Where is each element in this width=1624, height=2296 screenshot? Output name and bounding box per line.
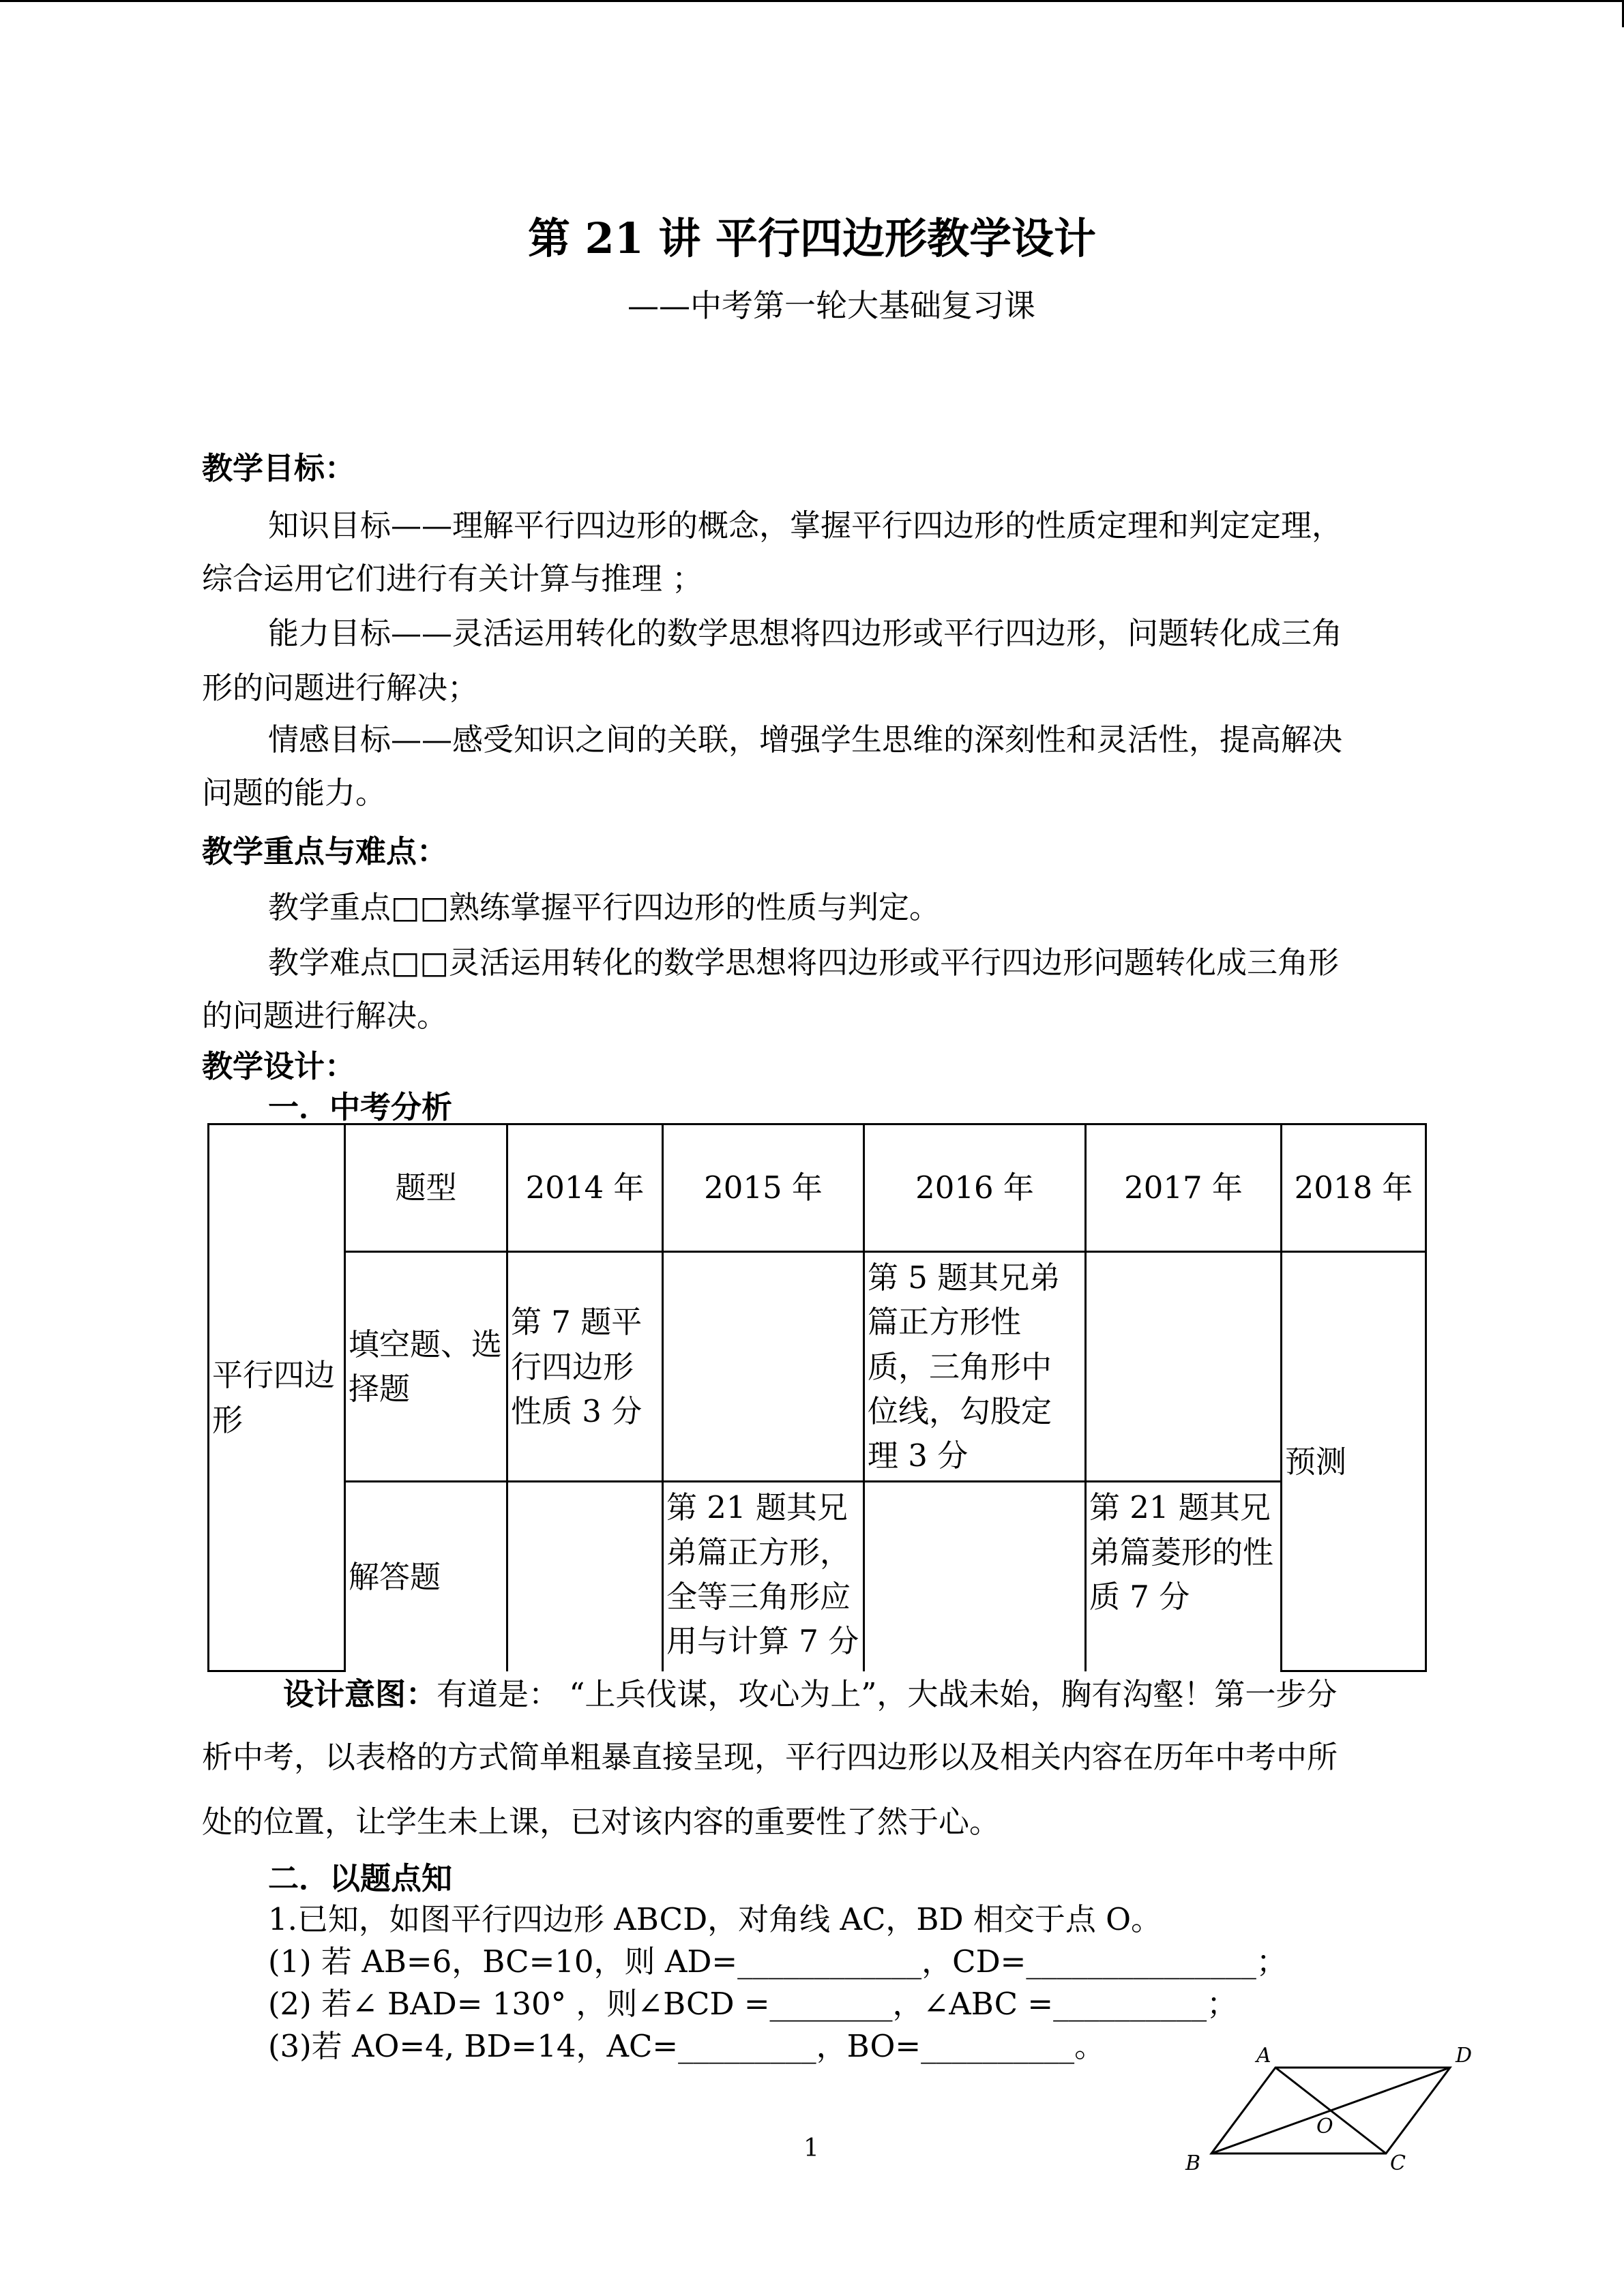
table-cell-row2-2014 xyxy=(507,1482,663,1671)
table-cell-row2-2017: 第 21 题其兄弟篇菱形的性质 7 分 xyxy=(1086,1482,1282,1671)
table-col-year-2014: 2014 年 xyxy=(507,1124,663,1252)
label-a: A xyxy=(1256,2044,1271,2068)
exam-analysis-table xyxy=(207,1123,1427,1672)
section2-heading: 二．以题点知 xyxy=(268,1860,453,1896)
intent-line3: 处的位置，让学生未上课，已对该内容的重要性了然于心。 xyxy=(202,1804,1001,1840)
page-border-top xyxy=(0,0,1624,2)
question-1-part3: (3)若 AO=4, BD=14，AC=_________，BO=__________。 xyxy=(268,2028,1106,2064)
question-1-part1: (1) 若 AB=6，BC=10，则 AD=____________，CD=_______________； xyxy=(268,1943,1287,1980)
table-col-type: 题型 xyxy=(345,1124,507,1252)
goal-emotion-line1: 情感目标——感受知识之间的关联，增强学生思维的深刻性和灵活性，提高解决 xyxy=(268,721,1343,758)
table-cell-row1-2017 xyxy=(1086,1252,1282,1482)
intent-line1-text: 有道是： “上兵伐谋，攻心为上”，大战未始，胸有沟壑！第一步分 xyxy=(437,1676,1338,1712)
table-cell-row1-2015 xyxy=(663,1252,864,1482)
goal-knowledge-line2: 综合运用它们进行有关计算与推理 ； xyxy=(202,561,703,597)
focus-difficulty-line2: 的问题进行解决。 xyxy=(202,998,448,1034)
label-o: O xyxy=(1316,2115,1333,2138)
page-subtitle: ——中考第一轮大基础复习课 xyxy=(628,287,1035,324)
question-1: 1.已知，如图平行四边形 ABCD，对角线 AC，BD 相交于点 O。 xyxy=(268,1901,1162,1937)
label-d: D xyxy=(1456,2044,1473,2068)
table-col-year-2018: 2018 年 xyxy=(1282,1124,1426,1252)
table-cell-row2-type: 解答题 xyxy=(345,1482,507,1671)
intent-line2: 析中考，以表格的方式简单粗暴直接呈现，平行四边形以及相关内容在历年中考中所 xyxy=(202,1739,1338,1775)
page-number: 1 xyxy=(803,2134,819,2162)
table-col-year-2015: 2015 年 xyxy=(663,1124,864,1252)
table-cell-row2-2016 xyxy=(864,1482,1086,1671)
page-title: 第 21 讲 平行四边形教学设计 xyxy=(527,213,1097,263)
label-b: B xyxy=(1185,2151,1201,2175)
goals-heading: 教学目标： xyxy=(202,450,356,486)
goal-emotion-line2: 问题的能力。 xyxy=(202,775,387,811)
table-cell-2018-predict: 预测 xyxy=(1282,1252,1426,1671)
label-c: C xyxy=(1390,2151,1406,2175)
table-cell-row2-2015: 第 21 题其兄弟篇正方形，全等三角形应用与计算 7 分 xyxy=(663,1482,864,1671)
goal-ability-line1: 能力目标——灵活运用转化的数学思想将四边形或平行四边形，问题转化成三角 xyxy=(268,615,1343,651)
intent-label: 设计意图： xyxy=(283,1676,437,1712)
intent-line1 xyxy=(283,1669,1337,1714)
goal-knowledge-line1: 知识目标——理解平行四边形的概念，掌握平行四边形的性质定理和判定定理， xyxy=(268,507,1343,543)
parallelogram-figure xyxy=(1173,2039,1487,2182)
focus-key: 教学重点□□熟练掌握平行四边形的性质与判定。 xyxy=(268,889,941,925)
table-cell-row1-2016: 第 5 题其兄弟篇正方形性质，三角形中位线，勾股定理 3 分 xyxy=(864,1252,1086,1482)
goal-ability-line2: 形的问题进行解决； xyxy=(202,670,479,706)
focus-difficulty-line1: 教学难点□□灵活运用转化的数学思想将四边形或平行四边形问题转化成三角形 xyxy=(268,944,1340,981)
diagonal-bd xyxy=(1211,2068,1450,2153)
table-cell-row1-type: 填空题、选择题 xyxy=(345,1252,507,1482)
focus-heading: 教学重点与难点： xyxy=(202,833,448,869)
table-col-year-2017: 2017 年 xyxy=(1086,1124,1282,1252)
table-col-year-2016: 2016 年 xyxy=(864,1124,1086,1252)
table-cell-row1-2014: 第 7 题平行四边形性质 3 分 xyxy=(507,1252,663,1482)
question-1-part2: (2) 若∠ BAD= 130° ，则∠BCD =________，∠ABC =__________； xyxy=(268,1986,1238,2022)
section1-heading: 一．中考分析 xyxy=(268,1089,453,1125)
table-row-header: 平行四边形 xyxy=(209,1124,345,1671)
design-heading: 教学设计： xyxy=(202,1048,356,1084)
